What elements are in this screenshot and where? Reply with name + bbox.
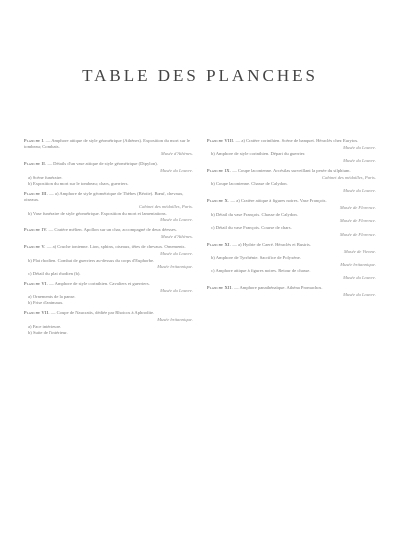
plate-credit: Musée du Louvre. <box>343 144 376 150</box>
page-title: TABLE DES PLANCHES <box>82 66 318 85</box>
plate-number: Planche V. <box>24 244 46 250</box>
plate-sub-item <box>207 268 376 281</box>
sub-item-credit: Musée britannique. <box>340 261 376 267</box>
plate-number: Planche II. <box>24 161 47 167</box>
plate-sub-item <box>207 255 376 268</box>
sub-item-text: a) Face intérieure. <box>28 323 62 329</box>
plate-sub-item <box>207 212 376 225</box>
plate-sub-item <box>24 258 193 271</box>
plate-entry <box>24 138 193 158</box>
sub-item-credit: Musée du Louvre. <box>343 188 376 194</box>
plate-entry <box>207 285 376 298</box>
plate-description: — Coupe laconienne. Arcésilas surveillant la pesée du silphium. <box>232 168 351 174</box>
plate-sub-item <box>207 181 376 194</box>
plate-description: — a) Cratère attique à figures noires. Vase François. <box>230 198 327 204</box>
plate-sub-item <box>24 330 193 336</box>
plate-credit: Cabinet des médailles, Paris. <box>322 175 376 181</box>
plate-description: — Amphore attique de style géométrique (Athènes). Exposition du mort sur le tombeau; Combats. <box>24 138 190 150</box>
plate-entry <box>207 242 376 282</box>
plate-sub-item <box>207 151 376 164</box>
sub-item-credit: Musée de Florence. <box>339 218 376 224</box>
plate-entry <box>24 244 193 277</box>
plate-credit: Musée d'Athènes. <box>160 151 193 157</box>
sub-item-text: b) Détail du vase François. Chasse de Calydon. <box>211 211 298 217</box>
plate-description: — a) Cratère corinthien. Scène de banquet. Héraclès chez Eurytos. <box>235 138 359 143</box>
plate-sub-item <box>24 181 193 187</box>
sub-item-text: b) Vase funéraire de style géométrique. Exposition du mort et lamentations. <box>28 210 167 216</box>
plate-credit: Musée du Louvre. <box>160 168 193 174</box>
plate-number: Planche XII. <box>207 285 233 291</box>
plate-number: Planche IV. <box>24 227 48 233</box>
plate-entry <box>24 161 193 187</box>
plate-description: — a) Cruche ionienne. Lion, sphinx, oiseaux, têtes de chevaux. Ornements. <box>46 244 186 250</box>
plate-credit: Musée britannique. <box>157 317 193 323</box>
sub-item-text: a) Scène funéraire. <box>28 174 63 180</box>
sub-item-text: b) Suite de l'intérieur. <box>28 330 68 336</box>
sub-item-text: b) Frise d'animaux. <box>28 300 64 306</box>
sub-item-credit: Musée du Louvre. <box>343 275 376 281</box>
plate-description: — Coupe de Naucratis, dédiée par Rhoicos à Aphrodite. <box>50 310 155 316</box>
sub-item-text: c) Détail du vase François. Course de chars. <box>211 224 292 230</box>
sub-item-text: b) Amphore de Tyrrhénie. Sacrifice de Polyxène. <box>211 255 301 260</box>
plate-description: — Cratère mélien. Apollon sur un char, accompagné de deux déesses. <box>48 227 177 233</box>
sub-item-credit: Musée de Florence. <box>339 231 376 237</box>
plate-number: Planche VI. <box>24 280 48 286</box>
plate-sub-item <box>24 271 193 277</box>
plate-sub-item <box>24 300 193 306</box>
plate-entry <box>24 191 193 224</box>
sub-item-credit: Musée du Louvre. <box>343 158 376 164</box>
sub-item-credit: Musée du Louvre. <box>160 217 193 223</box>
plate-number: Planche III. <box>24 190 49 196</box>
plate-entry <box>24 227 193 240</box>
left-column <box>24 138 193 340</box>
sub-item-text: a) Ornements de la panse. <box>28 294 76 300</box>
plate-sub-item <box>207 225 376 238</box>
plate-entry <box>207 168 376 195</box>
sub-item-text: b) Plat rhodien. Combat de guerriers au-dessus du corps d'Euphorbe. <box>28 257 155 263</box>
plate-description: — a) Amphore de style géométrique de Thèbes (Béotie). Bœuf, chevaux, oiseaux. <box>24 190 184 203</box>
right-column <box>207 138 376 340</box>
plate-number: Planche VIII. <box>207 138 235 143</box>
sub-item-text: c) Amphore attique à figures noires. Retour de chasse. <box>211 268 311 274</box>
plate-entry <box>24 281 193 307</box>
plate-entry <box>24 310 193 336</box>
sub-item-text: c) Détail du plat rhodien (b). <box>28 270 81 276</box>
plate-description: — Amphore de style corinthien. Cavaliers et guerriers. <box>49 280 150 286</box>
plate-number: Planche IX. <box>207 168 232 174</box>
sub-item-credit: Musée britannique. <box>157 264 193 270</box>
plate-entry <box>207 198 376 238</box>
plate-number: Planche I. <box>24 138 45 143</box>
plate-credit: Musée de Vienne. <box>343 248 376 254</box>
plate-number: Planche VII. <box>24 310 50 316</box>
plate-credit: Musée d'Athènes. <box>160 234 193 240</box>
sub-item-text: b) Amphore de style corinthien. Départ du guerrier. <box>211 151 306 157</box>
plate-number: Planche XI. <box>207 241 232 247</box>
plates-table <box>24 138 376 340</box>
plate-credit: Cabinet des médailles, Paris. <box>139 204 193 210</box>
plate-description: — Détails d'un vase attique de style géométrique (Dipylon). <box>47 161 158 167</box>
sub-item-text: b) Exposition du mort sur le tombeau; chars, guerriers. <box>28 180 129 186</box>
plate-number: Planche X. <box>207 198 230 204</box>
plate-entry <box>207 138 376 165</box>
plate-sub-item <box>24 211 193 224</box>
sub-item-text: b) Coupe laconienne. Chasse de Calydon. <box>211 181 288 187</box>
plate-credit: Musée du Louvre. <box>160 251 193 257</box>
plate-credit: Musée de Florence. <box>339 205 376 211</box>
plate-description: — a) Hydrie de Caeré. Héraclès et Busiris. <box>232 241 311 247</box>
plate-description: — Amphore panathénaïque. Athéna Promachos. <box>233 285 323 291</box>
plate-credit: Musée du Louvre. <box>343 292 376 298</box>
plate-credit: Musée du Louvre. <box>160 287 193 293</box>
